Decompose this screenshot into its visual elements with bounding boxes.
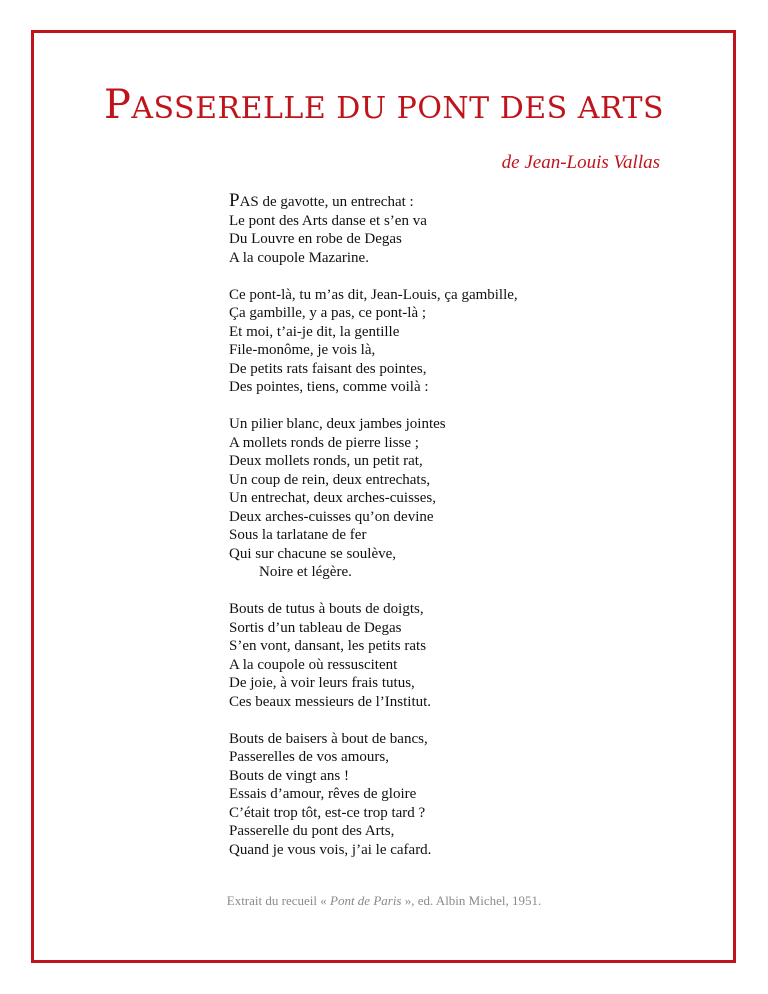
poem-line: De petits rats faisant des pointes, — [229, 360, 427, 377]
stanza — [229, 286, 709, 397]
poem-line: Noire et légère. — [229, 564, 352, 580]
poem-line: Deux mollets ronds, un petit rat, — [229, 453, 423, 469]
first-word-rest: AS — [239, 194, 259, 210]
poem-line: Bouts de baisers à bout de bancs, — [229, 730, 428, 747]
stanza — [229, 192, 709, 267]
poem-author: de Jean-Louis Vallas — [501, 152, 660, 173]
stanza — [229, 415, 709, 582]
poem-line: Bouts de vingt ans ! — [229, 767, 349, 784]
poem-line: Essais d’amour, rêves de gloire — [229, 786, 417, 802]
poem-line: S’en vont, dansant, les petits rats — [229, 638, 427, 654]
poem-line: Quand je vous vois, j’ai le cafard. — [229, 841, 432, 858]
source-book-title: Pont de Paris — [330, 893, 402, 908]
poem-line: Ces beaux messieurs de l’Institut. — [229, 693, 432, 710]
poem-line: Ça gambille, y a pas, ce pont-là ; — [229, 305, 427, 321]
poem-title — [0, 82, 768, 128]
source-prefix: Extrait du recueil « — [226, 893, 330, 908]
stanza — [229, 730, 709, 860]
poem-line: A la coupole où ressuscitent — [229, 656, 398, 673]
source-citation — [0, 893, 768, 909]
source-suffix: », ed. Albin Michel, 1951. — [401, 893, 542, 908]
poem-line: C’était trop tôt, est-ce trop tard ? — [229, 804, 426, 821]
poem-body — [229, 192, 709, 878]
poem-line: Des pointes, tiens, comme voilà : — [229, 379, 429, 395]
poem-line: Sous la tarlatane de fer — [229, 527, 367, 543]
stanza — [229, 600, 709, 711]
first-line-rest: de gavotte, un entrechat : — [258, 194, 414, 210]
poem-line: Un coup de rein, deux entrechats, — [229, 471, 431, 488]
poem-line: De joie, à voir leurs frais tutus, — [229, 675, 415, 691]
poem-line: Qui sur chacune se soulève, — [229, 545, 397, 562]
poem-line: Passerelle du pont des Arts, — [229, 823, 395, 839]
poem-line: Du Louvre en robe de Degas — [229, 231, 402, 247]
poem-line: Et moi, t’ai-je dit, la gentille — [229, 323, 400, 340]
poem-line: Un entrechat, deux arches-cuisses, — [229, 490, 436, 506]
poem-line: Bouts de tutus à bouts de doigts, — [229, 601, 424, 617]
poem-line: Le pont des Arts danse et s’en va — [229, 212, 427, 229]
poem-line — [229, 192, 709, 212]
poem-line: A mollets ronds de pierre lisse ; — [229, 434, 419, 451]
poem-line: Deux arches-cuisses qu’on devine — [229, 508, 434, 525]
poem-line: Passerelles de vos amours, — [229, 749, 389, 765]
poem-line: Sortis d’un tableau de Degas — [229, 619, 402, 636]
poem-line: File-monôme, je vois là, — [229, 342, 376, 358]
title-initial: P — [103, 82, 132, 128]
poem-line: Ce pont-là, tu m’as dit, Jean-Louis, ça gambille, — [229, 286, 518, 303]
poem-line: A la coupole Mazarine. — [229, 249, 369, 266]
title-rest: ASSERELLE DU PONT DES ARTS — [131, 91, 665, 126]
poem-line: Un pilier blanc, deux jambes jointes — [229, 416, 446, 432]
first-word-initial: P — [229, 190, 240, 211]
